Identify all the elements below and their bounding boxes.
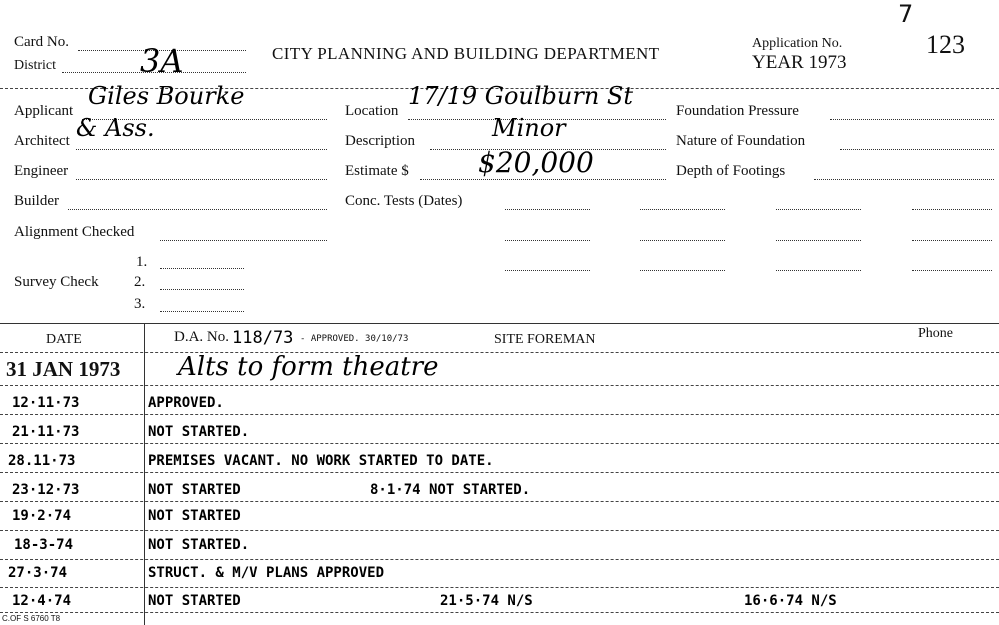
log-row-entry: NOT STARTED. [148,424,250,440]
conc-test-line [912,240,992,241]
log-row-entry: STRUCT. & M/V PLANS APPROVED [148,565,385,581]
estimate-value: $20,000 [478,146,594,179]
description-label: Description [345,133,415,149]
location-label: Location [345,103,399,119]
nature-foundation-line [840,149,994,150]
description-value: Minor [492,114,566,142]
log-row-line [0,414,999,415]
location-value: 17/19 Goulburn St [408,82,634,110]
survey-label: Survey Check [14,274,99,290]
log-row-entry-2: 21·5·74 N/S [440,593,533,609]
department-title: CITY PLANNING AND BUILDING DEPARTMENT [272,44,660,63]
builder-line [68,209,327,210]
log-row-line [0,612,999,613]
survey-line-1 [160,268,244,269]
applicant-value: Giles Bourke [88,82,245,110]
log-row-date: 12·4·74 [12,593,72,609]
log-row-entry: Alts to form theatre [178,352,439,382]
date-column-divider [144,323,145,625]
builder-label: Builder [14,193,59,209]
applicant-label: Applicant [14,103,74,119]
corner-mark: 7 [898,0,914,28]
log-row-date: 21·11·73 [12,424,80,440]
conc-tests-label: Conc. Tests (Dates) [345,193,463,209]
card-no-label: Card No. [14,34,69,50]
log-row-entry: NOT STARTED [148,482,241,498]
log-row-date: 28.11·73 [8,453,76,469]
alignment-label: Alignment Checked [14,224,135,240]
log-row-line [0,385,999,386]
district-label: District [14,58,56,73]
estimate-line [420,179,666,180]
log-row-date: 12·11·73 [12,395,80,411]
year-label: YEAR 1973 [752,52,847,73]
conc-test-line [776,240,861,241]
survey-line-3 [160,311,244,312]
phone-label: Phone [918,326,953,341]
engineer-label: Engineer [14,163,69,179]
log-row-line [0,530,999,531]
log-row-entry: NOT STARTED [148,508,241,524]
card-district-value: 3A [140,42,184,80]
log-row-entry: PREMISES VACANT. NO WORK STARTED TO DATE. [148,453,494,469]
survey-item-3: 3. [134,296,146,312]
survey-item-2: 2. [134,274,146,290]
estimate-label: Estimate $ [345,163,409,179]
conc-test-line [776,270,861,271]
log-row-entry: NOT STARTED. [148,537,250,553]
log-row-entry-2: 8·1·74 NOT STARTED. [370,482,531,498]
log-row-date: 18-3-74 [14,537,74,553]
da-approved-note: - APPROVED. 30/10/73 [300,334,409,344]
conc-test-line [640,240,725,241]
log-row-entry: NOT STARTED [148,593,241,609]
log-header-line [0,352,999,353]
depth-footings-line [814,179,994,180]
date-header: DATE [46,332,82,347]
architect-label: Architect [14,133,70,149]
conc-test-line [505,209,590,210]
conc-test-line [640,209,725,210]
application-number: 123 [926,30,965,59]
architect-line [76,149,327,150]
conc-test-line [912,270,992,271]
conc-test-line [505,270,590,271]
da-no-label: D.A. No. [174,329,229,345]
da-no-value: 118/73 [232,328,294,348]
log-row-line [0,472,999,473]
log-row-date: 27·3·74 [8,565,68,581]
log-row-line [0,559,999,560]
application-no-label: Application No. [752,36,843,51]
site-foreman-label: SITE FOREMAN [494,332,596,347]
form-code: C.OF S 6760 T8 [2,614,61,623]
log-row-line [0,587,999,588]
conc-test-line [505,240,590,241]
log-top-border [0,323,999,324]
log-row-date: 19·2·74 [12,508,72,524]
log-row-entry-3: 16·6·74 N/S [744,593,837,609]
survey-item-1: 1. [136,254,148,270]
conc-test-line [640,270,725,271]
foundation-pressure-line [830,119,994,120]
log-row-date: 31 JAN 1973 [6,357,121,381]
log-row-date: 23·12·73 [12,482,80,498]
log-row-line [0,501,999,502]
nature-foundation-label: Nature of Foundation [676,133,806,149]
survey-line-2 [160,289,244,290]
depth-footings-label: Depth of Footings [676,163,786,179]
engineer-line [76,179,327,180]
log-row-entry: APPROVED. [148,395,224,411]
foundation-pressure-label: Foundation Pressure [676,103,799,119]
conc-test-line [912,209,992,210]
alignment-line [160,240,327,241]
architect-value: & Ass. [76,114,155,142]
conc-test-line [776,209,861,210]
log-row-line [0,443,999,444]
